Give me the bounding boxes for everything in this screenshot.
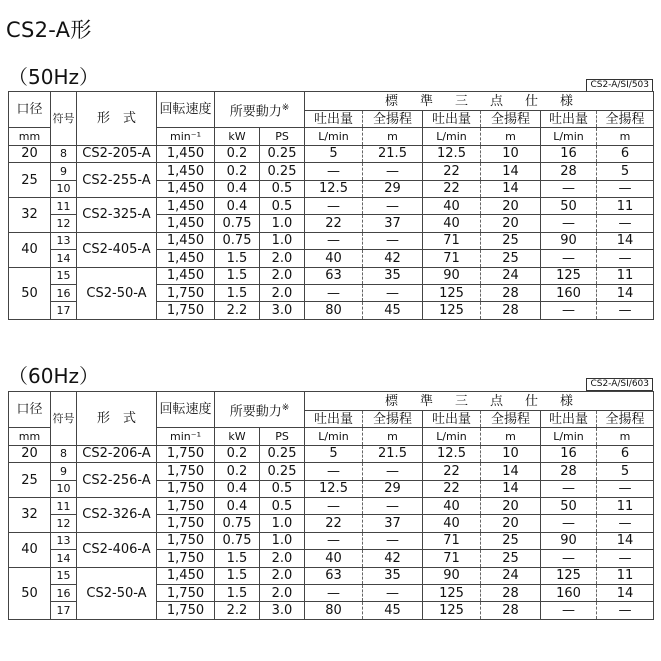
cell-flow-2: 71: [423, 532, 481, 549]
cell-flow-1: 5: [305, 145, 363, 162]
cell-flow-3: —: [541, 302, 597, 319]
cell-bore: 40: [9, 532, 51, 567]
cell-speed: 1,450: [157, 567, 215, 584]
cell-flow-2: 22: [423, 180, 481, 197]
cell-flow-3: 90: [541, 232, 597, 249]
cell-flow-1: —: [305, 463, 363, 480]
cell-head-1: —: [363, 197, 423, 214]
cell-mark: 17: [51, 602, 77, 619]
cell-flow-2: 125: [423, 302, 481, 319]
cell-ps: 1.0: [260, 215, 305, 232]
cell-mark: 10: [51, 180, 77, 197]
cell-head-2: 24: [481, 267, 541, 284]
cell-speed: 1,750: [157, 497, 215, 514]
unit-head-2: m: [481, 128, 541, 145]
header-standard: 標準三点仕様: [305, 92, 654, 111]
header-power-label: 所要動力: [229, 403, 282, 419]
spec-table-50hz: [8, 91, 654, 320]
table-row: [9, 163, 654, 180]
cell-flow-1: 80: [305, 602, 363, 619]
cell-flow-3: 28: [541, 463, 597, 480]
cell-flow-3: 90: [541, 532, 597, 549]
cell-speed: 1,450: [157, 232, 215, 249]
unit-speed: min⁻¹: [157, 128, 215, 145]
cell-flow-3: —: [541, 480, 597, 497]
cell-head-3: —: [597, 180, 654, 197]
cell-mark: 16: [51, 284, 77, 301]
cell-flow-3: —: [541, 250, 597, 267]
cell-speed: 1,750: [157, 445, 215, 462]
header-discharge-2: 吐出量: [423, 411, 481, 428]
cell-flow-1: 5: [305, 445, 363, 462]
cell-ps: 2.0: [260, 584, 305, 601]
cell-kw: 0.4: [215, 197, 260, 214]
cell-flow-1: 40: [305, 550, 363, 567]
cell-model: CS2-50-A: [77, 267, 157, 319]
cell-speed: 1,750: [157, 284, 215, 301]
cell-flow-2: 40: [423, 515, 481, 532]
cell-kw: 1.5: [215, 267, 260, 284]
table-row: [9, 445, 654, 462]
cell-model: CS2-325-A: [77, 197, 157, 232]
cell-head-1: 35: [363, 267, 423, 284]
cell-ps: 0.25: [260, 145, 305, 162]
cell-head-1: 21.5: [363, 145, 423, 162]
cell-flow-2: 125: [423, 284, 481, 301]
cell-speed: 1,750: [157, 532, 215, 549]
cell-speed: 1,750: [157, 463, 215, 480]
cell-head-3: 14: [597, 232, 654, 249]
header-model: 形 式: [77, 92, 157, 146]
cell-bore: 32: [9, 497, 51, 532]
cell-ps: 2.0: [260, 284, 305, 301]
cell-speed: 1,750: [157, 515, 215, 532]
cell-head-2: 25: [481, 232, 541, 249]
cell-kw: 1.5: [215, 584, 260, 601]
cell-flow-3: —: [541, 215, 597, 232]
header-power-label: 所要動力: [229, 103, 282, 119]
header-head-2: 全揚程: [481, 411, 541, 428]
cell-ps: 2.0: [260, 267, 305, 284]
cell-speed: 1,450: [157, 215, 215, 232]
cell-ps: 0.25: [260, 163, 305, 180]
cell-ps: 1.0: [260, 515, 305, 532]
cell-flow-1: 22: [305, 515, 363, 532]
cell-head-1: 37: [363, 215, 423, 232]
cell-mark: 13: [51, 532, 77, 549]
cell-head-1: —: [363, 284, 423, 301]
section-50hz-code: CS2-A/SI/503: [586, 79, 653, 92]
cell-ps: 2.0: [260, 250, 305, 267]
cell-speed: 1,450: [157, 197, 215, 214]
cell-speed: 1,750: [157, 480, 215, 497]
unit-head-1: m: [363, 128, 423, 145]
header-head-3: 全揚程: [597, 411, 654, 428]
header-discharge-3: 吐出量: [541, 111, 597, 128]
cell-flow-2: 40: [423, 497, 481, 514]
unit-kw: kW: [215, 128, 260, 145]
cell-speed: 1,450: [157, 267, 215, 284]
cell-flow-2: 22: [423, 463, 481, 480]
unit-head-1: m: [363, 428, 423, 445]
cell-kw: 2.2: [215, 302, 260, 319]
unit-speed: min⁻¹: [157, 428, 215, 445]
cell-head-2: 24: [481, 567, 541, 584]
cell-ps: 0.25: [260, 445, 305, 462]
cell-mark: 14: [51, 550, 77, 567]
cell-kw: 0.75: [215, 532, 260, 549]
cell-ps: 3.0: [260, 302, 305, 319]
cell-ps: 0.25: [260, 463, 305, 480]
table-row: [9, 497, 654, 514]
header-head-2: 全揚程: [481, 111, 541, 128]
cell-head-3: 6: [597, 445, 654, 462]
cell-head-2: 28: [481, 602, 541, 619]
cell-head-1: 29: [363, 480, 423, 497]
cell-kw: 0.2: [215, 445, 260, 462]
cell-head-2: 20: [481, 515, 541, 532]
cell-speed: 1,750: [157, 302, 215, 319]
cell-bore: 32: [9, 197, 51, 232]
cell-ps: 1.0: [260, 232, 305, 249]
cell-flow-1: 12.5: [305, 180, 363, 197]
cell-head-3: 11: [597, 267, 654, 284]
cell-flow-2: 40: [423, 197, 481, 214]
header-standard: 標準三点仕様: [305, 392, 654, 411]
cell-head-1: —: [363, 163, 423, 180]
cell-head-1: 35: [363, 567, 423, 584]
cell-kw: 2.2: [215, 602, 260, 619]
unit-flow-3: L/min: [541, 128, 597, 145]
cell-ps: 0.5: [260, 197, 305, 214]
cell-head-1: 37: [363, 515, 423, 532]
cell-mark: 17: [51, 302, 77, 319]
cell-flow-2: 22: [423, 163, 481, 180]
cell-flow-3: —: [541, 515, 597, 532]
cell-speed: 1,450: [157, 145, 215, 162]
cell-head-2: 28: [481, 584, 541, 601]
cell-mark: 15: [51, 567, 77, 584]
unit-head-3: m: [597, 428, 654, 445]
cell-head-1: 21.5: [363, 445, 423, 462]
cell-head-3: 11: [597, 567, 654, 584]
unit-flow-1: L/min: [305, 128, 363, 145]
cell-head-3: —: [597, 215, 654, 232]
cell-model: CS2-205-A: [77, 145, 157, 162]
cell-head-3: 6: [597, 145, 654, 162]
header-discharge-1: 吐出量: [305, 111, 363, 128]
header-speed: 回転速度: [157, 392, 215, 428]
cell-head-1: 45: [363, 602, 423, 619]
cell-flow-2: 90: [423, 567, 481, 584]
table-row: [9, 145, 654, 162]
cell-kw: 0.75: [215, 215, 260, 232]
cell-head-3: 14: [597, 284, 654, 301]
cell-kw: 1.5: [215, 284, 260, 301]
cell-flow-3: 28: [541, 163, 597, 180]
cell-flow-3: —: [541, 550, 597, 567]
cell-speed: 1,450: [157, 250, 215, 267]
cell-model: CS2-206-A: [77, 445, 157, 462]
header-discharge-3: 吐出量: [541, 411, 597, 428]
section-60hz-code: CS2-A/SI/603: [586, 378, 653, 391]
cell-head-1: —: [363, 584, 423, 601]
cell-kw: 1.5: [215, 567, 260, 584]
cell-mark: 12: [51, 515, 77, 532]
cell-flow-2: 22: [423, 480, 481, 497]
cell-mark: 8: [51, 145, 77, 162]
cell-flow-1: —: [305, 497, 363, 514]
cell-ps: 1.0: [260, 532, 305, 549]
cell-head-2: 14: [481, 480, 541, 497]
cell-head-1: 45: [363, 302, 423, 319]
cell-flow-2: 125: [423, 602, 481, 619]
cell-ps: 2.0: [260, 567, 305, 584]
cell-flow-3: 160: [541, 284, 597, 301]
cell-model: CS2-50-A: [77, 567, 157, 619]
cell-head-3: 14: [597, 532, 654, 549]
cell-flow-2: 12.5: [423, 445, 481, 462]
cell-kw: 0.2: [215, 145, 260, 162]
header-discharge-2: 吐出量: [423, 111, 481, 128]
unit-bore: mm: [9, 428, 51, 445]
cell-head-2: 28: [481, 302, 541, 319]
cell-mark: 11: [51, 197, 77, 214]
cell-kw: 0.4: [215, 180, 260, 197]
cell-bore: 40: [9, 232, 51, 267]
header-head-1: 全揚程: [363, 111, 423, 128]
unit-flow-2: L/min: [423, 128, 481, 145]
cell-head-3: 5: [597, 463, 654, 480]
cell-ps: 3.0: [260, 602, 305, 619]
cell-mark: 15: [51, 267, 77, 284]
cell-flow-1: —: [305, 532, 363, 549]
table-row: [9, 463, 654, 480]
cell-head-1: —: [363, 232, 423, 249]
cell-head-2: 10: [481, 145, 541, 162]
cell-model: CS2-255-A: [77, 163, 157, 198]
cell-ps: 2.0: [260, 550, 305, 567]
cell-flow-1: —: [305, 584, 363, 601]
cell-model: CS2-326-A: [77, 497, 157, 532]
cell-flow-3: 125: [541, 267, 597, 284]
cell-bore: 50: [9, 267, 51, 319]
section-60hz-title: （60Hz）: [8, 364, 99, 388]
cell-flow-2: 125: [423, 584, 481, 601]
cell-head-3: —: [597, 250, 654, 267]
header-mark: 符号: [51, 92, 77, 146]
cell-head-2: 20: [481, 497, 541, 514]
cell-flow-1: 12.5: [305, 480, 363, 497]
cell-flow-2: 40: [423, 215, 481, 232]
unit-kw: kW: [215, 428, 260, 445]
cell-mark: 9: [51, 463, 77, 480]
unit-bore: mm: [9, 128, 51, 145]
header-mark: 符号: [51, 392, 77, 446]
cell-kw: 1.5: [215, 250, 260, 267]
cell-head-2: 14: [481, 463, 541, 480]
header-power-note: ※: [281, 102, 290, 113]
cell-kw: 0.2: [215, 163, 260, 180]
cell-head-2: 14: [481, 180, 541, 197]
cell-head-3: 11: [597, 497, 654, 514]
header-bore: 口径: [9, 392, 51, 428]
unit-flow-1: L/min: [305, 428, 363, 445]
cell-kw: 0.4: [215, 480, 260, 497]
cell-head-1: —: [363, 497, 423, 514]
cell-mark: 13: [51, 232, 77, 249]
cell-head-1: 42: [363, 550, 423, 567]
cell-flow-2: 71: [423, 250, 481, 267]
header-discharge-1: 吐出量: [305, 411, 363, 428]
cell-head-3: —: [597, 515, 654, 532]
cell-flow-3: 50: [541, 197, 597, 214]
cell-flow-1: 63: [305, 267, 363, 284]
cell-flow-3: 125: [541, 567, 597, 584]
cell-speed: 1,450: [157, 180, 215, 197]
cell-mark: 11: [51, 497, 77, 514]
cell-ps: 0.5: [260, 480, 305, 497]
unit-flow-3: L/min: [541, 428, 597, 445]
cell-model: CS2-256-A: [77, 463, 157, 498]
table-row: [9, 197, 654, 214]
cell-speed: 1,450: [157, 163, 215, 180]
cell-head-3: 14: [597, 584, 654, 601]
cell-mark: 8: [51, 445, 77, 462]
cell-kw: 0.4: [215, 497, 260, 514]
cell-ps: 0.5: [260, 497, 305, 514]
cell-head-2: 20: [481, 197, 541, 214]
cell-bore: 25: [9, 163, 51, 198]
cell-flow-3: —: [541, 180, 597, 197]
cell-kw: 0.75: [215, 232, 260, 249]
cell-kw: 1.5: [215, 550, 260, 567]
cell-mark: 12: [51, 215, 77, 232]
cell-head-3: 11: [597, 197, 654, 214]
cell-head-1: —: [363, 532, 423, 549]
cell-model: CS2-406-A: [77, 532, 157, 567]
page-title: CS2-A形: [6, 18, 92, 42]
cell-bore: 25: [9, 463, 51, 498]
cell-head-2: 10: [481, 445, 541, 462]
cell-head-3: —: [597, 302, 654, 319]
cell-bore: 20: [9, 145, 51, 162]
unit-ps: PS: [260, 428, 305, 445]
header-model: 形 式: [77, 392, 157, 446]
cell-flow-3: —: [541, 602, 597, 619]
cell-head-3: —: [597, 480, 654, 497]
cell-flow-3: 16: [541, 145, 597, 162]
cell-head-2: 25: [481, 532, 541, 549]
cell-flow-1: —: [305, 197, 363, 214]
cell-mark: 14: [51, 250, 77, 267]
header-power-note: ※: [281, 402, 290, 413]
cell-bore: 50: [9, 567, 51, 619]
table-row: [9, 232, 654, 249]
table-row: [9, 567, 654, 584]
cell-flow-3: 160: [541, 584, 597, 601]
table-row: [9, 532, 654, 549]
cell-kw: 0.2: [215, 463, 260, 480]
unit-flow-2: L/min: [423, 428, 481, 445]
cell-flow-1: 40: [305, 250, 363, 267]
header-bore: 口径: [9, 92, 51, 128]
table-row: [9, 267, 654, 284]
cell-flow-1: —: [305, 284, 363, 301]
cell-head-2: 25: [481, 550, 541, 567]
cell-model: CS2-405-A: [77, 232, 157, 267]
cell-flow-2: 90: [423, 267, 481, 284]
cell-head-3: —: [597, 602, 654, 619]
header-power: [215, 92, 305, 128]
cell-speed: 1,750: [157, 602, 215, 619]
cell-head-3: —: [597, 550, 654, 567]
cell-head-2: 25: [481, 250, 541, 267]
cell-bore: 20: [9, 445, 51, 462]
header-head-3: 全揚程: [597, 111, 654, 128]
cell-speed: 1,750: [157, 550, 215, 567]
cell-kw: 0.75: [215, 515, 260, 532]
cell-head-3: 5: [597, 163, 654, 180]
cell-head-1: 29: [363, 180, 423, 197]
cell-flow-2: 71: [423, 232, 481, 249]
cell-mark: 10: [51, 480, 77, 497]
spec-table-60hz: [8, 391, 654, 620]
cell-flow-1: 22: [305, 215, 363, 232]
header-head-1: 全揚程: [363, 411, 423, 428]
cell-flow-1: 80: [305, 302, 363, 319]
cell-head-1: 42: [363, 250, 423, 267]
cell-flow-1: 63: [305, 567, 363, 584]
cell-head-2: 28: [481, 284, 541, 301]
unit-head-2: m: [481, 428, 541, 445]
cell-flow-3: 50: [541, 497, 597, 514]
cell-flow-2: 12.5: [423, 145, 481, 162]
cell-head-2: 14: [481, 163, 541, 180]
cell-speed: 1,750: [157, 584, 215, 601]
section-50hz-title: （50Hz）: [8, 65, 99, 89]
cell-flow-2: 71: [423, 550, 481, 567]
cell-flow-3: 16: [541, 445, 597, 462]
cell-head-2: 20: [481, 215, 541, 232]
cell-flow-1: —: [305, 232, 363, 249]
unit-head-3: m: [597, 128, 654, 145]
header-power: [215, 392, 305, 428]
cell-mark: 9: [51, 163, 77, 180]
unit-ps: PS: [260, 128, 305, 145]
cell-head-1: —: [363, 463, 423, 480]
header-speed: 回転速度: [157, 92, 215, 128]
cell-ps: 0.5: [260, 180, 305, 197]
cell-mark: 16: [51, 584, 77, 601]
cell-flow-1: —: [305, 163, 363, 180]
